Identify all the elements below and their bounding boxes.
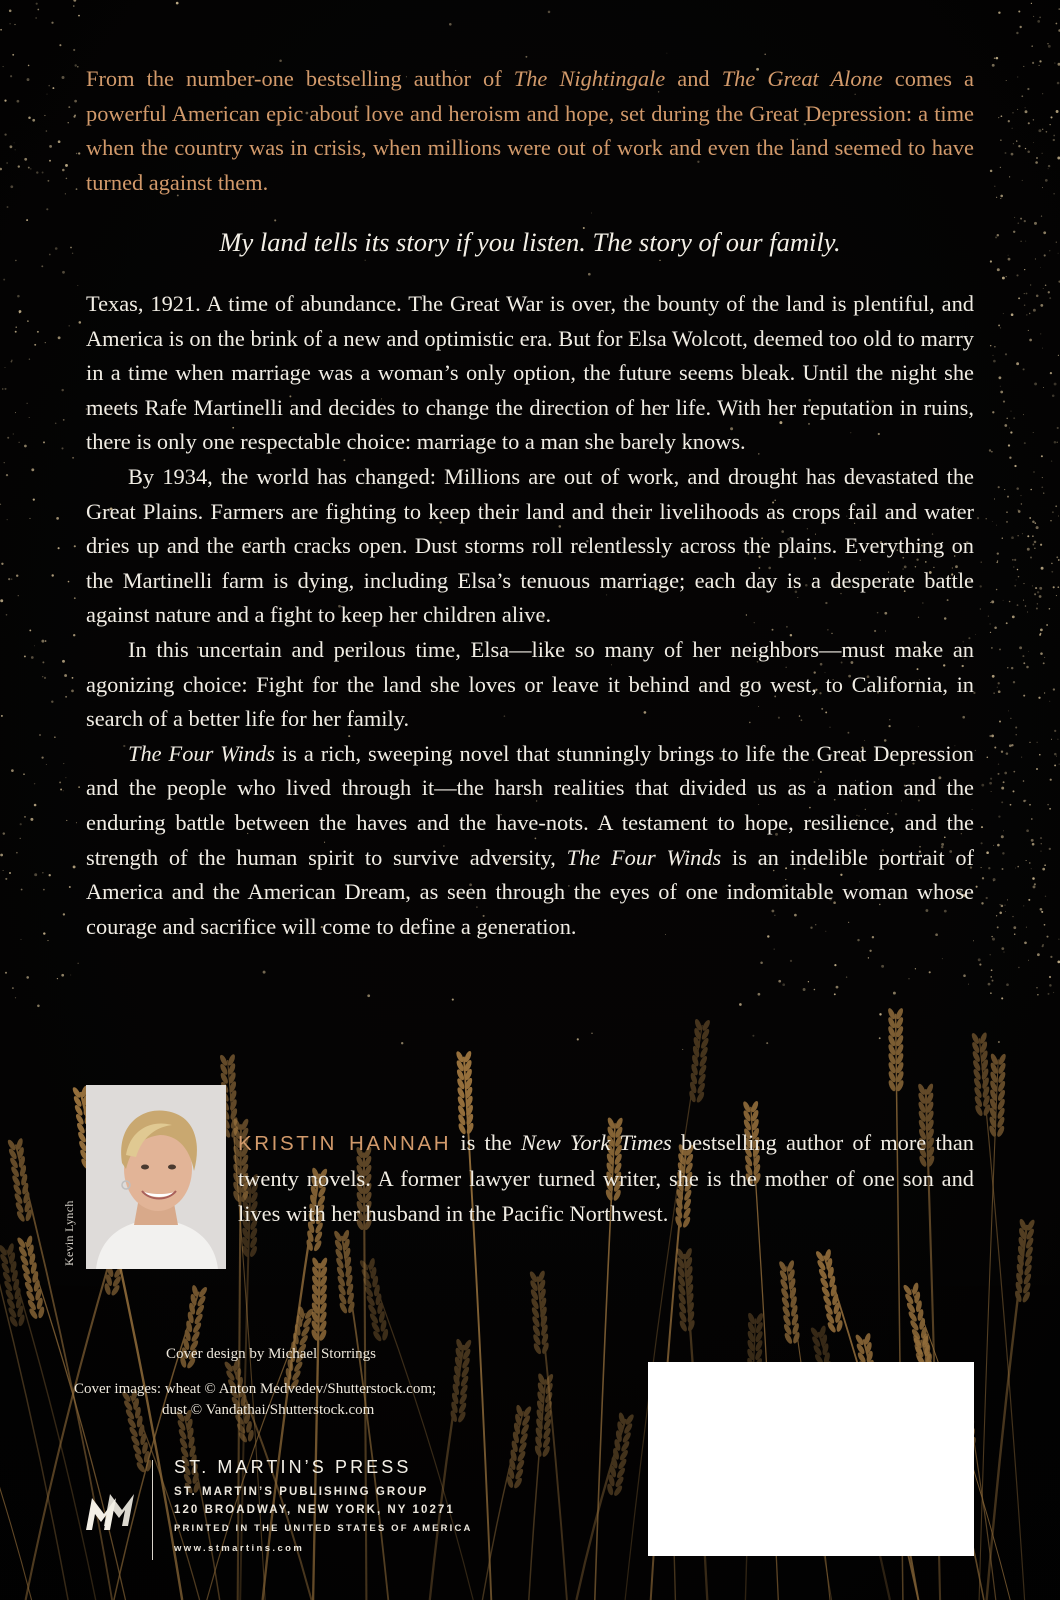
printed-in: PRINTED IN THE UNITED STATES OF AMERICA — [174, 1523, 473, 1534]
epigraph: My land tells its story if you listen. The story of our family. — [219, 227, 841, 257]
publisher-name: ST. MARTIN’S PRESS — [174, 1457, 412, 1477]
author-name: KRISTIN HANNAH — [238, 1132, 452, 1155]
publisher-group: ST. MARTIN’S PUBLISHING GROUP — [174, 1486, 429, 1498]
barcode-area — [648, 1362, 974, 1556]
book-title-great-alone: The Great Alone — [721, 66, 883, 91]
author-photo — [86, 1085, 226, 1269]
cover-images-credit-1: Cover images: wheat © Anton Medvedev/Shutterstock.com; — [74, 1381, 437, 1397]
book-title-nightingale: The Nightingale — [513, 66, 666, 91]
synopsis-paragraph-1: Texas, 1921. A time of abundance. The Great War is over, the bounty of the land is plentiful, and America is on the brink of a new and optimistic era. But for Elsa Wolcott, deemed too old to marry in a time when marriage was a woman’s only option, the future seems bleak. Until the night she meets Rafe Martinelli and decides to change the direction of her life. With her reputation in ruins, there is only one respectable choice: marriage to a man she barely knows. — [86, 291, 974, 455]
photo-credit: Kevin Lynch — [62, 1200, 76, 1266]
author-pitch: From the number-one bestselling author of The Nightingale and The Great Alone comes a powerful American epic about love and heroism and hope, set during the Great Depression: a time when the country was in crisis, when millions were out of work and even the land seemed to have turned against them. — [86, 66, 975, 195]
synopsis-paragraph-3: In this uncertain and perilous time, Elsa—like so many of her neighbors—must make an agonizing choice: Fight for the land she loves or leave it behind and go west, to California, in search of a better life for her family. — [86, 636, 974, 732]
macmillan-logo-icon — [84, 1486, 140, 1532]
synopsis-paragraph-2: By 1934, the world has changed: Millions are out of work, and drought has devastated the Great Plains. Farmers are fighting to keep their land and their livelihoods as crops fail and water dries up and the earth cracks open. Dust storms roll relentlessly across the plains. Everything on the Martinelli farm is dying, including Elsa’s tenuous marriage; each day is a desperate battle against nature and a fight to keep her children alive. — [86, 463, 974, 628]
publisher-address: 120 BROADWAY, NEW YORK, NY 10271 — [174, 1504, 455, 1516]
publisher-divider — [152, 1460, 153, 1560]
publisher-website: www.stmartins.com — [174, 1543, 305, 1554]
synopsis-paragraph-4: The Four Winds is a rich, sweeping novel that stunningly brings to life the Great Depression and the people who lived through it—the harsh realities that divided us as a nation and the enduring battle between the haves and the have-nots. A testament to hope, resilience, and the strength of the human spirit to survive adversity, The Four Winds is an indelible portrait of America and the American Dream, as seen through the eyes of one indomitable woman whose courage and sacrifice will come to define a generation. — [86, 740, 974, 939]
cover-design-credit: Cover design by Michael Storrings — [166, 1346, 376, 1362]
author-bio: KRISTIN HANNAH is the New York Times bestselling author of more than twenty novels. A former lawyer turned writer, she is the mother of one son and lives with her husband in the Pacific Northwest. — [238, 1130, 974, 1226]
synopsis — [86, 287, 974, 944]
cover-images-credit-2: dust © Vandathai/Shutterstock.com — [162, 1402, 375, 1418]
